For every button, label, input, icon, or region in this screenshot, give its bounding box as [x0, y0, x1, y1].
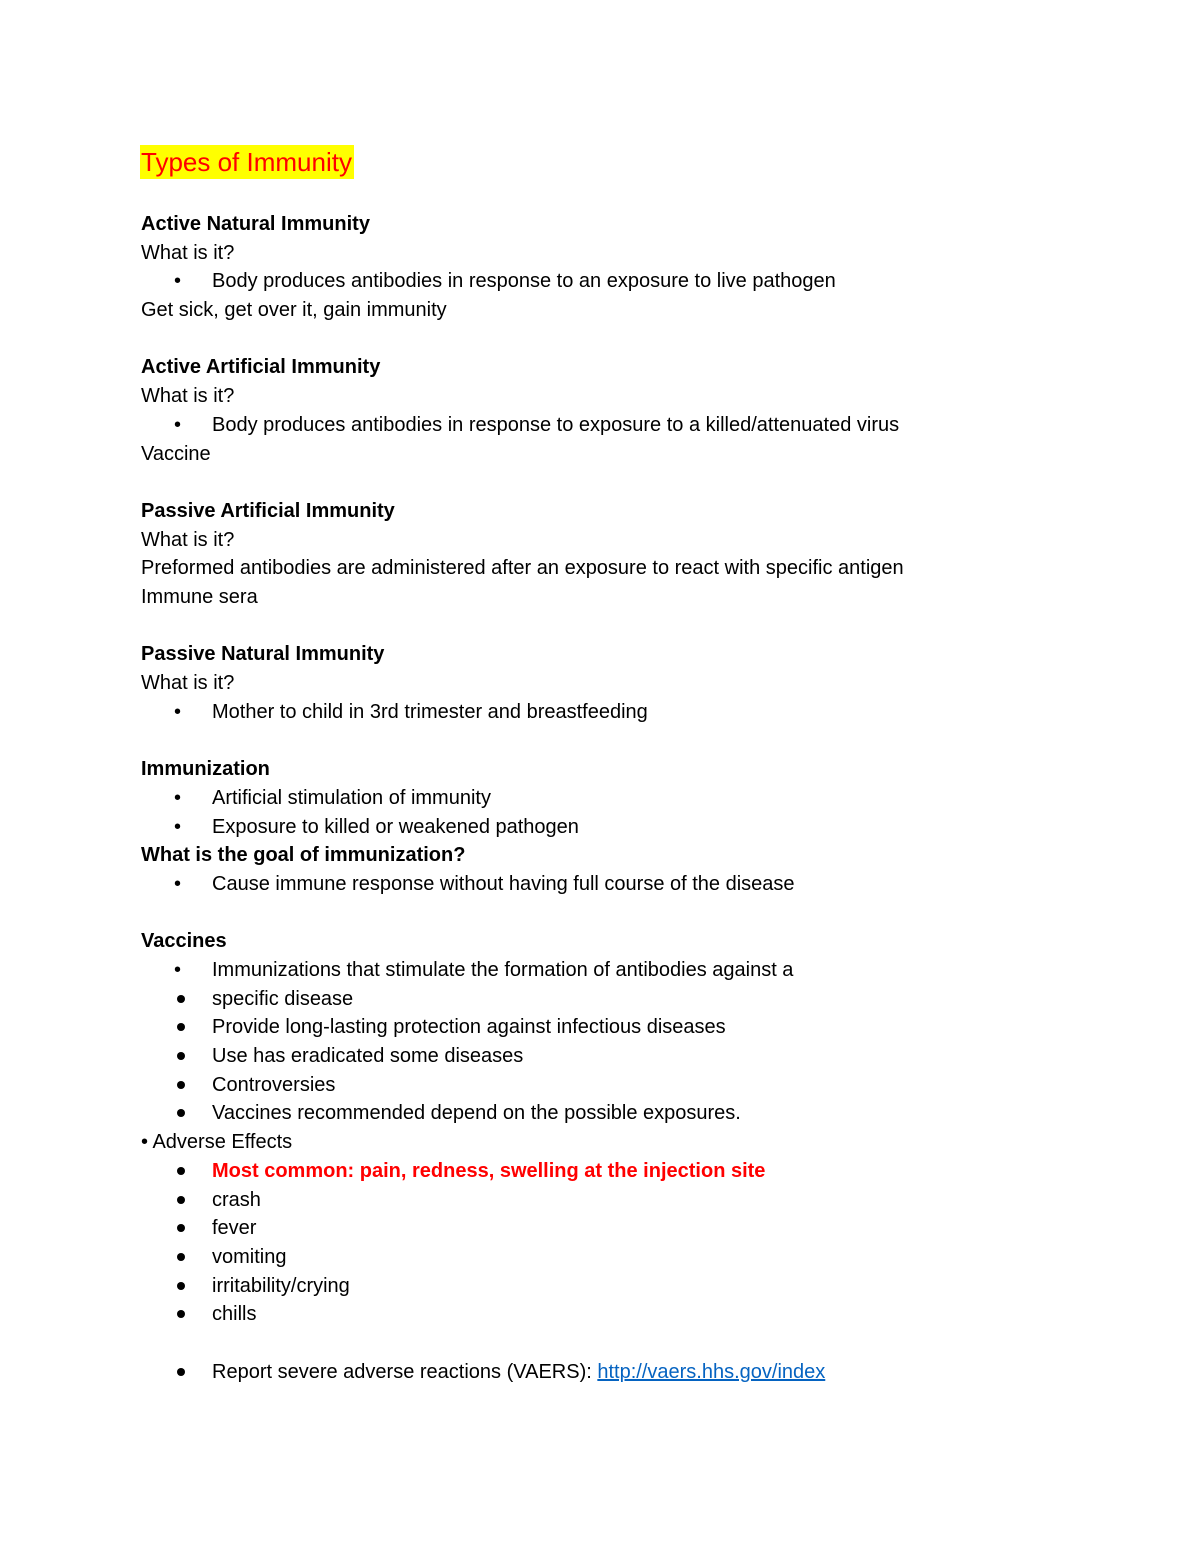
bullet-dot	[177, 1282, 185, 1290]
bullet-vaccines: specific disease	[212, 988, 354, 1010]
bullet-dot	[177, 995, 185, 1003]
adverse-effect-item: vomiting	[212, 1246, 287, 1268]
bullet-marker: •	[174, 787, 182, 809]
document-title: Types of Immunity	[141, 147, 352, 177]
bullet-dot	[177, 1224, 185, 1232]
bullet-dot	[177, 1081, 185, 1089]
question-active-artificial: What is it?	[141, 385, 235, 407]
section-heading-vaccines: Vaccines	[141, 930, 227, 952]
bullet-dot	[177, 1023, 185, 1031]
bullet-active-artificial: Body produces antibodies in response to exposure to a killed/attenuated virus	[212, 414, 900, 436]
bullet-dot	[177, 1109, 185, 1117]
bullet-vaccines: Vaccines recommended depend on the possible exposures.	[212, 1102, 741, 1124]
adverse-effect-item: irritability/crying	[212, 1275, 350, 1297]
text-passive-artificial-2: Immune sera	[141, 586, 258, 608]
adverse-effect-item: fever	[212, 1217, 257, 1239]
bullet-passive-natural: Mother to child in 3rd trimester and breastfeeding	[212, 701, 648, 723]
bullet-marker: •	[174, 270, 182, 292]
bullet-dot	[177, 1052, 185, 1060]
bullet-vaccines: Provide long-lasting protection against infectious diseases	[212, 1016, 726, 1038]
section-heading-immunization: Immunization	[141, 758, 270, 780]
adverse-effect-item: crash	[212, 1189, 261, 1211]
question-passive-natural: What is it?	[141, 672, 235, 694]
section-heading-active-natural: Active Natural Immunity	[141, 213, 370, 235]
adverse-effects-heading: • Adverse Effects	[141, 1131, 293, 1153]
bullet-dot	[177, 1196, 185, 1204]
bullet-vaccines: Use has eradicated some diseases	[212, 1045, 524, 1067]
bullet-dot	[177, 1310, 185, 1318]
goal-question: What is the goal of immunization?	[141, 844, 466, 866]
section-heading-active-artificial: Active Artificial Immunity	[141, 356, 381, 378]
bullet-vaccines: Controversies	[212, 1074, 336, 1096]
report-line	[212, 1358, 825, 1386]
adverse-effect-item: chills	[212, 1303, 257, 1325]
most-common-effects: Most common: pain, redness, swelling at the injection site	[212, 1160, 766, 1182]
note-active-natural: Get sick, get over it, gain immunity	[141, 299, 447, 321]
bullet-marker: •	[174, 959, 182, 981]
question-active-natural: What is it?	[141, 242, 235, 264]
question-passive-artificial: What is it?	[141, 529, 235, 551]
bullet-dot	[177, 1368, 185, 1376]
bullet-marker: •	[174, 816, 182, 838]
bullet-marker: •	[174, 873, 182, 895]
bullet-goal: Cause immune response without having full course of the disease	[212, 873, 795, 895]
bullet-dot	[177, 1253, 185, 1261]
bullet-vaccines-first: Immunizations that stimulate the formation of antibodies against a	[212, 959, 794, 981]
bullet-marker: •	[174, 414, 182, 436]
report-text: Report severe adverse reactions (VAERS):	[212, 1361, 598, 1383]
bullet-marker: •	[174, 701, 182, 723]
vaers-link[interactable]: http://vaers.hhs.gov/index	[597, 1361, 826, 1383]
bullet-immunization-1: Artificial stimulation of immunity	[212, 787, 491, 809]
bullet-active-natural: Body produces antibodies in response to an exposure to live pathogen	[212, 270, 836, 292]
section-heading-passive-natural: Passive Natural Immunity	[141, 643, 385, 665]
section-heading-passive-artificial: Passive Artificial Immunity	[141, 500, 395, 522]
text-passive-artificial-1: Preformed antibodies are administered after an exposure to react with specific antigen	[141, 557, 904, 579]
bullet-immunization-2: Exposure to killed or weakened pathogen	[212, 816, 579, 838]
bullet-dot	[177, 1167, 185, 1175]
note-active-artificial: Vaccine	[141, 443, 211, 465]
